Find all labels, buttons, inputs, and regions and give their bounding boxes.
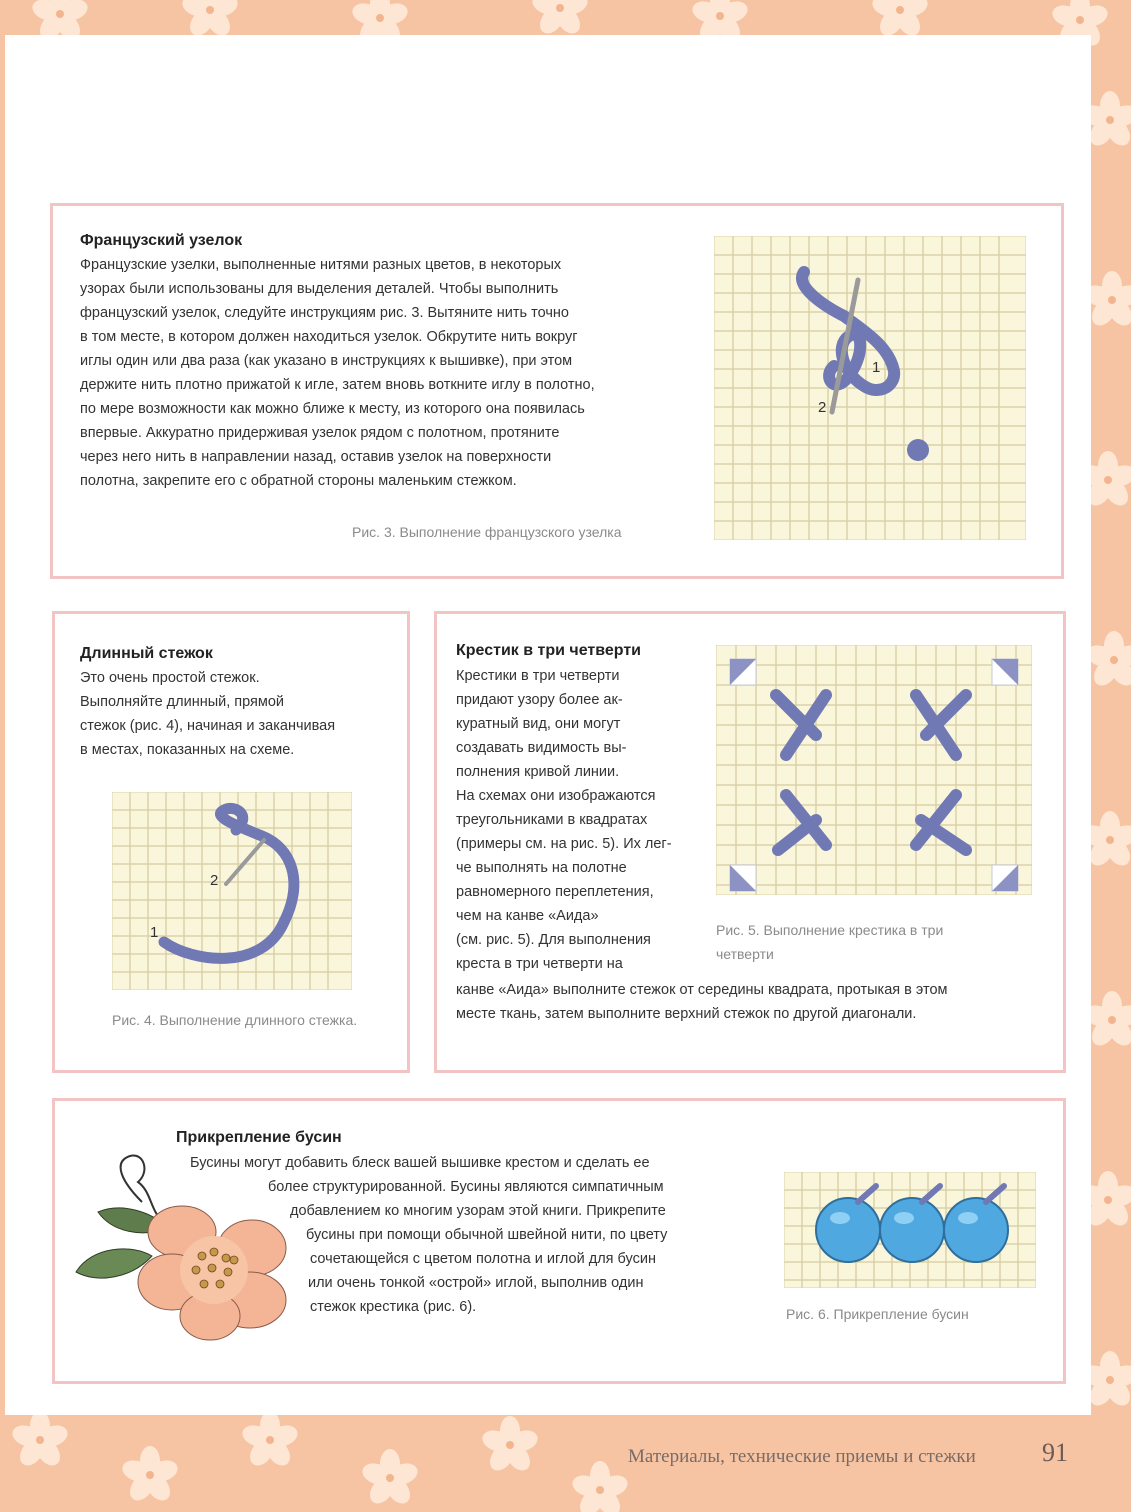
text-line: равномерного переплетения, [456, 884, 654, 900]
bead-icon [944, 1198, 1008, 1262]
beads-title: Прикрепление бусин [176, 1129, 342, 1146]
text-line: впервые. Аккуратно придерживая узелок рядом с полотном, протяните [80, 425, 560, 441]
text-line: или очень тонкой «острой» иглой, выполнив один [308, 1275, 644, 1291]
figure-3-french-knot [714, 236, 1026, 540]
three-quarter-text [456, 664, 706, 976]
text-line: добавлением ко многим узорам этой книги. Прикрепите [290, 1203, 666, 1219]
text-line: чем на канве «Аида» [456, 908, 599, 924]
page-number: 91 [1042, 1438, 1068, 1467]
figure-6-beads [784, 1172, 1036, 1288]
bead-icon [816, 1198, 880, 1262]
figure-5-caption [716, 918, 943, 966]
text-line: куратный вид, они могут [456, 716, 621, 732]
figure-4-long-stitch [112, 792, 352, 990]
text-line: Крестики в три четверти [456, 668, 620, 684]
text-line: французский узелок, следуйте инструкциям рис. 3. Вытяните нить точно [80, 305, 569, 321]
text-line: треугольниками в квадратах [456, 812, 648, 828]
bead-icon [880, 1198, 944, 1262]
label-1: 1 [150, 924, 159, 941]
text-line: полотна, закрепите его с обратной стороны маленьким стежком. [80, 473, 517, 489]
flower-icon [138, 1206, 286, 1340]
flower-embroidery-illustration [72, 1152, 302, 1342]
text-line: канве «Аида» выполните стежок от середины квадрата, протыкая в этом [456, 982, 948, 998]
text-line: создавать видимость вы- [456, 740, 627, 756]
text-line: че выполнять на полотне [456, 860, 627, 876]
text-line: сочетающейся с цветом полотна и иглой для бусин [310, 1251, 656, 1267]
text-line: через него нить в направлении назад, оставив узелок на поверхности [80, 449, 552, 465]
figure-5-three-quarter-cross [716, 645, 1032, 895]
french-knot-text [80, 253, 680, 493]
text-line: в том месте, в котором должен находиться узелок. Обкрутите нить вокруг [80, 329, 578, 345]
french-knot-title: Французский узелок [80, 232, 243, 249]
text-line: месте ткань, затем выполните верхний стежок по другой диагонали. [456, 1006, 917, 1022]
text-line: узорах были использованы для выделения деталей. Чтобы выполнить [80, 281, 559, 297]
text-line: Бусины могут добавить блеск вашей вышивке крестом и сделать ее [190, 1155, 650, 1171]
text-line: держите нить плотно прижатой к игле, затем вновь воткните иглу в полотно, [80, 377, 595, 393]
text-line: придают узору более ак- [456, 692, 623, 708]
text-line: в местах, показанных на схеме. [80, 742, 295, 758]
long-stitch-text [80, 666, 390, 762]
label-2: 2 [818, 399, 827, 416]
three-quarter-title: Крестик в три четверти [456, 642, 641, 659]
text-line: креста в три четверти на [456, 956, 623, 972]
text-line: бусины при помощи обычной швейной нити, по цвету [306, 1227, 668, 1243]
caption-line: Рис. 5. Выполнение крестика в три [716, 922, 944, 938]
text-line: иглы один или два раза (как указано в инструкциях к вышивке), при этом [80, 353, 573, 369]
text-line: стежок крестика (рис. 6). [310, 1299, 477, 1315]
figure-6-caption: Рис. 6. Прикрепление бусин [786, 1306, 969, 1322]
label-1: 1 [872, 359, 881, 376]
section-title: Материалы, технические приемы и стежки [628, 1446, 976, 1467]
text-line: На схемах они изображаются [456, 788, 656, 804]
label-2: 2 [210, 872, 219, 889]
text-line: по мере возможности как можно ближе к месту, из которого она появилась [80, 401, 585, 417]
text-line: (см. рис. 5). Для выполнения [456, 932, 651, 948]
text-line: (примеры см. на рис. 5). Их лег- [456, 836, 672, 852]
caption-line: четверти [716, 946, 774, 962]
text-line: стежок (рис. 4), начиная и заканчивая [80, 718, 336, 734]
text-line: более структурированной. Бусины являются симпатичным [268, 1179, 664, 1195]
knot [907, 439, 929, 461]
figure-4-caption: Рис. 4. Выполнение длинного стежка. [112, 1012, 358, 1028]
three-quarter-text-full [456, 978, 1046, 1026]
text-line: Французские узелки, выполненные нитями разных цветов, в некоторых [80, 257, 562, 273]
text-line: Это очень простой стежок. [80, 670, 260, 686]
text-line: Выполняйте длинный, прямой [80, 694, 285, 710]
text-line: полнения кривой линии. [456, 764, 620, 780]
figure-3-caption: Рис. 3. Выполнение французского узелка [352, 524, 622, 540]
long-stitch-title: Длинный стежок [80, 645, 213, 662]
